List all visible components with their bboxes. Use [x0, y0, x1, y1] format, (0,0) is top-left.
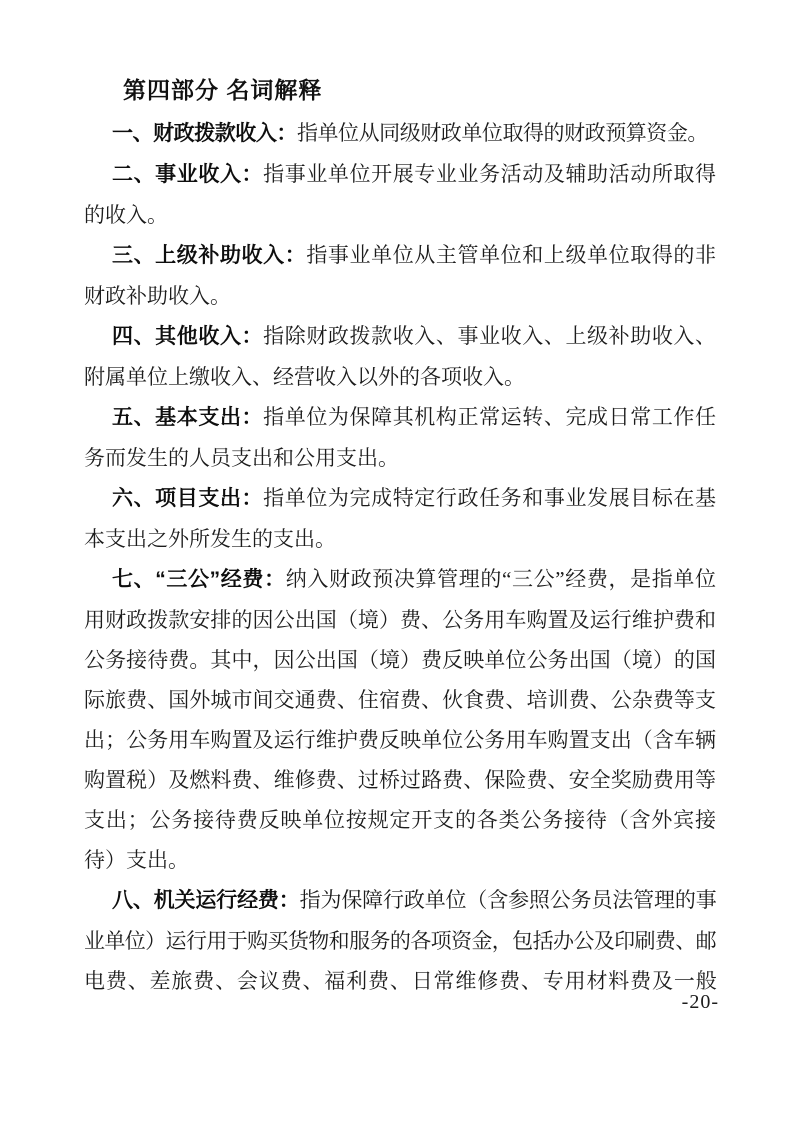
term-definition: 指事业单位开展专业业务活动及辅助活动所取得的收入。 [84, 162, 717, 227]
section-title: 第四部分 名词解释 [123, 77, 323, 103]
term-label: 二、事业收入： [112, 163, 264, 186]
term-label: 六、项目支出： [112, 487, 264, 510]
term-definition: 指单位从同级财政单位取得的财政预算资金。 [296, 121, 708, 145]
term-label: 三、上级补助收入： [112, 244, 307, 267]
term-definition: 指事业单位从主管单位和上级单位取得的非财政补助收入。 [84, 243, 717, 308]
term-definition: 指单位为保障其机构正常运转、完成日常工作任务而发生的人员支出和公用支出。 [84, 405, 717, 470]
glossary-paragraph [84, 235, 716, 316]
glossary-paragraph [84, 113, 716, 154]
page-number: -20- [681, 991, 719, 1013]
glossary-paragraph [84, 316, 716, 397]
glossary-paragraph [84, 397, 716, 478]
glossary-paragraph [84, 880, 716, 1001]
term-label: 七、“三公”经费： [112, 568, 286, 591]
document-content [84, 70, 716, 1001]
term-definition: 指单位为完成特定行政任务和事业发展目标在基本支出之外所发生的支出。 [84, 486, 717, 551]
glossary-paragraph [84, 154, 716, 235]
term-label: 五、基本支出： [112, 406, 264, 429]
term-label: 八、机关运行经费： [112, 889, 300, 912]
term-label: 一、财政拨款收入： [112, 122, 297, 145]
term-definition: 纳入财政预决算管理的“三公”经费，是指单位用财政拨款安排的因公出国（境）费、公务用车购置及运行维护费和公务接待费。其中，因公出国（境）费反映单位公务出国（境）的国际旅费、国外城市间交通费、住宿费、伙食费、培训费、公杂费等支出；公务用车购置及运行维护费反映单位公务用车购置支出（含车辆购置税）及燃料费、维修费、过桥过路费、保险费、安全奖励费用等支出；公务接待费反映单位按规定开支的各类公务接待（含外宾接待）支出。 [84, 567, 717, 872]
term-definition: 指为保障行政单位（含参照公务员法管理的事业单位）运行用于购买货物和服务的各项资金，包括办公及印刷费、邮电费、差旅费、会议费、福利费、日常维修费、专用材料费及一般 [84, 888, 717, 993]
term-label: 四、其他收入： [112, 325, 264, 348]
glossary-paragraph [84, 559, 716, 880]
term-definition: 指除财政拨款收入、事业收入、上级补助收入、附属单位上缴收入、经营收入以外的各项收入。 [84, 324, 717, 389]
glossary-paragraph [84, 478, 716, 559]
